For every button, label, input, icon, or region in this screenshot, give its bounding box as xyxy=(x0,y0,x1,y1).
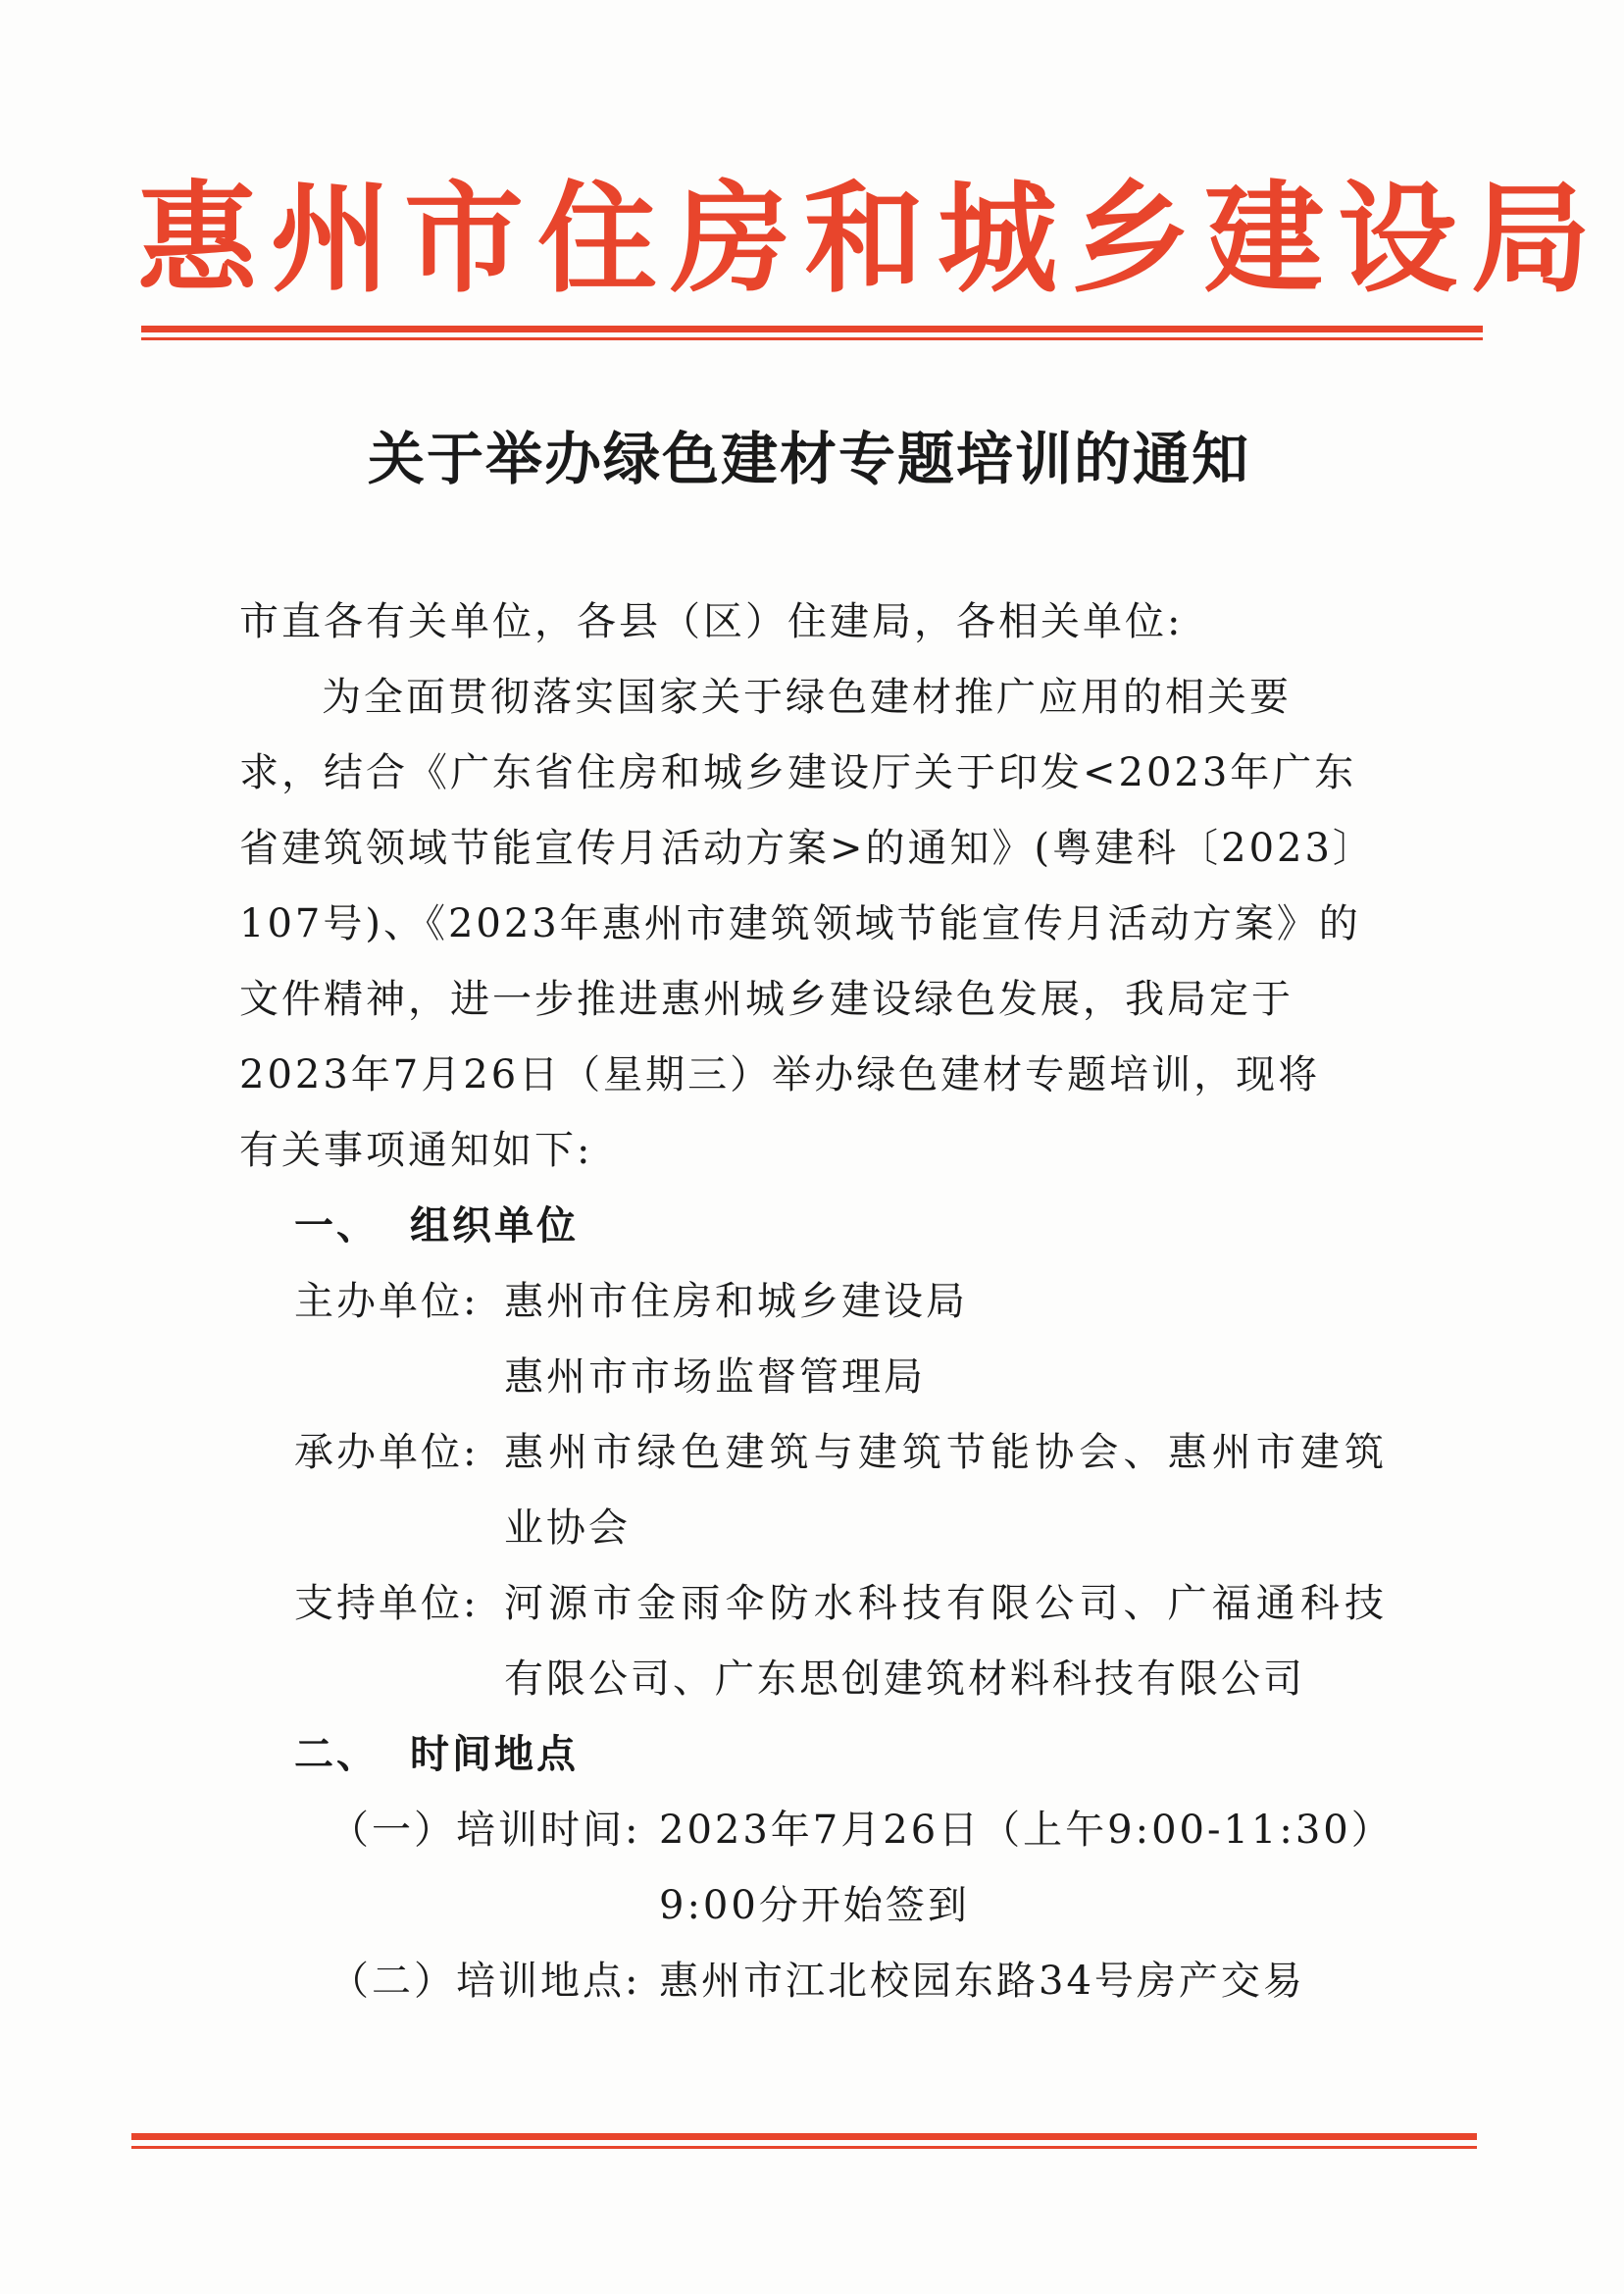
section-heading-time-place xyxy=(239,1717,1387,1793)
paragraph-line: 有关事项通知如下: xyxy=(239,1128,593,1173)
time-value: 2023年7月26日（上午9:00-11:30） xyxy=(659,1808,1394,1853)
paragraph-line: 省建筑领域节能宣传月活动方案>的通知》(粤建科〔2023〕 xyxy=(239,826,1375,871)
training-time xyxy=(239,1793,1394,1944)
support-label: 支持单位: xyxy=(294,1581,480,1626)
support-units xyxy=(239,1566,1387,1717)
host-unit: 惠州市市场监督管理局 xyxy=(504,1354,926,1400)
section-title: 组织单位 xyxy=(410,1203,579,1249)
host-units xyxy=(239,1264,1387,1415)
host-label: 主办单位: xyxy=(294,1279,480,1324)
section-heading-organizers xyxy=(239,1189,1387,1264)
organizer-units xyxy=(239,1415,1387,1566)
section-title: 时间地点 xyxy=(410,1732,579,1777)
paragraph-line: 文件精神，进一步推进惠州城乡建设绿色发展，我局定于 xyxy=(239,977,1294,1022)
host-unit: 惠州市住房和城乡建设局 xyxy=(504,1279,968,1324)
section-number: 二、 xyxy=(294,1732,379,1777)
salutation: 市直各有关单位，各县（区）住建局，各相关单位: xyxy=(239,599,1184,644)
organizer-value: 惠州市绿色建筑与建筑节能协会、惠州市建筑业协会 xyxy=(504,1430,1387,1551)
place-value: 惠州市江北校园东路34号房产交易 xyxy=(659,1959,1305,2004)
masthead-rule-thick xyxy=(141,326,1483,332)
paragraph-line: 107号)、《2023年惠州市建筑领域节能宣传月活动方案》的 xyxy=(239,901,1361,946)
training-place xyxy=(239,1944,1387,2019)
organizer-label: 承办单位: xyxy=(294,1430,480,1475)
place-label: （二）培训地点: xyxy=(330,1959,641,2004)
support-value: 河源市金雨伞防水科技有限公司、广福通科技有限公司、广东思创建筑材料科技有限公司 xyxy=(504,1581,1387,1702)
paragraph-line: 2023年7月26日（星期三）举办绿色建材专题培训，现将 xyxy=(239,1052,1321,1097)
paragraph-line: 求，结合《广东省住房和城乡建设厅关于印发<2023年广东 xyxy=(239,750,1357,795)
masthead-rule-thin xyxy=(141,337,1483,340)
notice-body xyxy=(239,585,1394,2019)
checkin-time: 9:00分开始签到 xyxy=(659,1883,970,1928)
paragraph-line: 为全面贯彻落实国家关于绿色建材推广应用的相关要 xyxy=(322,675,1292,720)
notice-title: 关于举办绿色建材专题培训的通知 xyxy=(367,426,1250,492)
time-label: （一）培训时间: xyxy=(330,1808,641,1853)
issuer-masthead: 惠州市住房和城乡建设局 xyxy=(137,168,1604,309)
footer-rule-thick xyxy=(131,2133,1477,2140)
footer-rule-thin xyxy=(131,2146,1477,2149)
section-number: 一、 xyxy=(294,1203,379,1249)
